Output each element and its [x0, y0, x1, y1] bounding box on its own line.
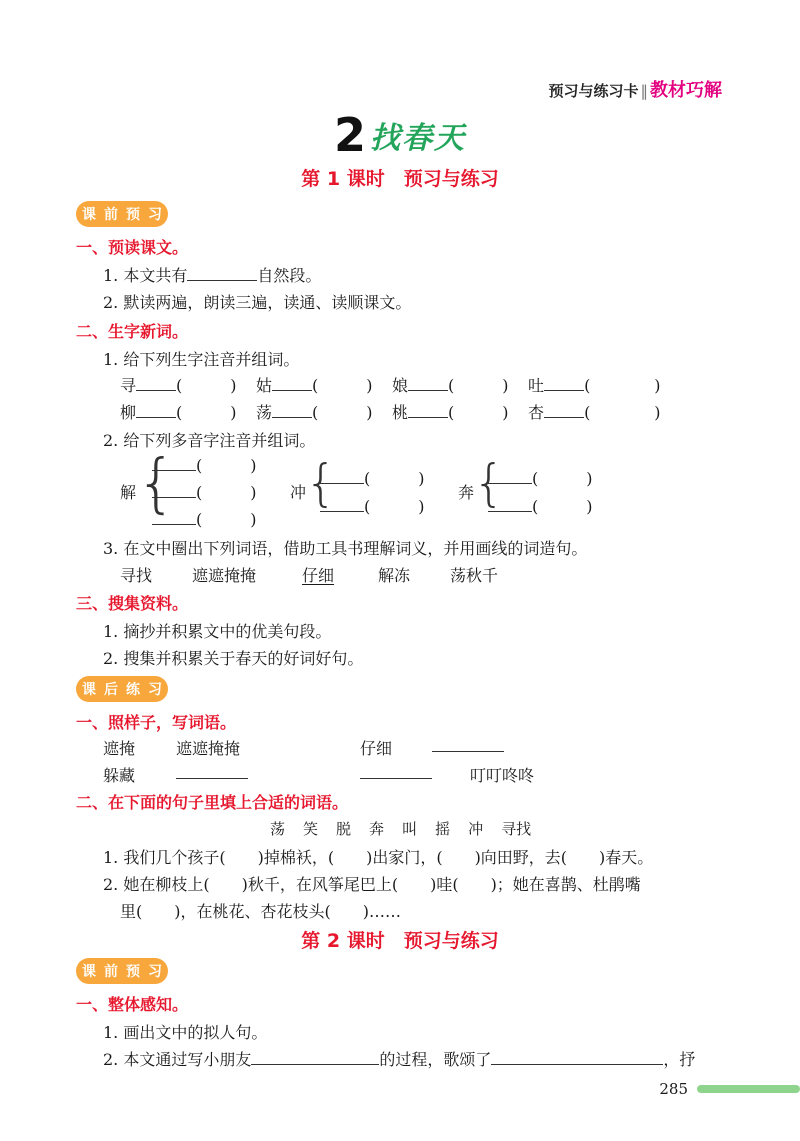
fill-sentence: 1. 我们几个孩子( )掉棉袄，( )出家门，( )向田野，去( )春天。	[103, 848, 654, 867]
pinyin-blank[interactable]	[544, 376, 584, 391]
question-item: 2. 搜集并积累关于春天的好词好句。	[103, 649, 364, 668]
item-text: 2. 本文通过写小朋友	[103, 1050, 252, 1069]
word-paren[interactable]: ( )	[584, 376, 661, 395]
brace-icon: {	[473, 454, 505, 512]
badge-char: 习	[148, 207, 162, 223]
word-list	[120, 563, 498, 586]
char: 寻	[120, 376, 137, 395]
char: 桃	[392, 403, 409, 422]
bank-word: 叫	[402, 820, 418, 838]
page-accent-bar	[697, 1085, 800, 1093]
badge-char: 习	[148, 964, 162, 980]
word-example: 叮叮咚咚	[470, 766, 535, 785]
bank-word: 笑	[303, 820, 319, 838]
badge-char: 预	[126, 207, 140, 223]
pinyin-blank[interactable]	[136, 403, 176, 418]
question-item	[103, 1047, 695, 1070]
word-example: 躲藏	[103, 766, 136, 785]
period-1-heading: 第 1 课时 预习与练习	[301, 168, 499, 190]
word-paren[interactable]: ( )	[532, 469, 593, 488]
bank-word: 冲	[468, 820, 484, 838]
answer-blank[interactable]	[432, 737, 504, 756]
answer-blank[interactable]	[187, 266, 257, 281]
char: 姑	[256, 376, 273, 395]
brace-icon: {	[136, 447, 177, 521]
poly-entry	[152, 453, 257, 476]
word: 荡秋千	[450, 566, 499, 585]
bank-word: 摇	[435, 820, 451, 838]
word-bank	[270, 818, 549, 839]
question-item: 1. 画出文中的拟人句。	[103, 1023, 268, 1042]
poly-entry	[488, 494, 593, 517]
poly-entry	[152, 507, 257, 530]
pinyin-blank[interactable]	[136, 376, 176, 391]
section-title: 一、照样子，写词语。	[76, 713, 237, 732]
bank-word: 寻找	[501, 820, 532, 838]
brace-icon: {	[305, 454, 337, 512]
word-paren[interactable]: ( )	[532, 497, 593, 516]
word-paren[interactable]: ( )	[196, 456, 257, 475]
pinyin-blank[interactable]	[272, 376, 312, 391]
badge-char: 课	[82, 964, 96, 980]
pinyin-blank[interactable]	[320, 497, 364, 512]
word-paren[interactable]: ( )	[364, 497, 425, 516]
word-paren[interactable]: ( )	[196, 510, 257, 529]
poly-char: 解	[120, 483, 137, 502]
lesson-number: 2	[333, 108, 366, 162]
poly-entry	[320, 466, 425, 489]
pinyin-blank[interactable]	[408, 403, 448, 418]
char-row	[120, 400, 664, 423]
char: 荡	[256, 403, 273, 422]
char: 柳	[120, 403, 137, 422]
pinyin-blank[interactable]	[544, 403, 584, 418]
badge-char: 练	[126, 682, 140, 698]
badge-char: 课	[82, 207, 96, 223]
poly-char: 冲	[290, 483, 307, 502]
period-2-heading: 第 2 课时 预习与练习	[301, 930, 499, 952]
word-paren[interactable]: ( )	[312, 376, 373, 395]
word-paren[interactable]: ( )	[312, 403, 373, 422]
word-paren[interactable]: ( )	[176, 376, 237, 395]
poly-entry	[152, 480, 257, 503]
section-title: 二、生字新词。	[76, 322, 189, 341]
pinyin-blank[interactable]	[272, 403, 312, 418]
bank-word: 奔	[369, 820, 385, 838]
series-label: 预习与练习卡	[548, 82, 639, 100]
question-item: 1. 给下列生字注音并组词。	[103, 350, 300, 369]
section-title: 二、在下面的句子里填上合适的词语。	[76, 793, 349, 812]
pinyin-blank[interactable]	[152, 456, 196, 471]
bank-word: 荡	[270, 820, 286, 838]
page-number: 285	[659, 1080, 688, 1098]
pinyin-blank[interactable]	[152, 510, 196, 525]
answer-blank[interactable]	[176, 764, 248, 783]
poly-entry	[488, 466, 593, 489]
pinyin-blank[interactable]	[488, 497, 532, 512]
fill-sentence: 里( )，在桃花、杏花枝头( )……	[120, 902, 401, 921]
answer-blank[interactable]	[360, 764, 432, 783]
word: 寻找	[120, 566, 153, 585]
badge-char: 预	[126, 964, 140, 980]
question-item: 2. 默读两遍，朗读三遍，读通、读顺课文。	[103, 293, 412, 312]
post-practice-badge	[76, 676, 168, 702]
pinyin-blank[interactable]	[488, 469, 532, 484]
word-paren[interactable]: ( )	[364, 469, 425, 488]
section-title: 一、预读课文。	[76, 238, 189, 257]
question-item: 3. 在文中圈出下列词语，借助工具书理解词义，并用画线的词造句。	[103, 539, 588, 558]
item-text: 的过程，歌颂了	[379, 1050, 492, 1069]
word-paren[interactable]: ( )	[176, 403, 237, 422]
lesson-name: 找春天	[370, 121, 466, 156]
word-paren[interactable]: ( )	[448, 403, 509, 422]
pinyin-blank[interactable]	[152, 483, 196, 498]
pre-study-badge	[76, 958, 168, 984]
fill-sentence: 2. 她在柳枝上( )秋千，在风筝尾巴上( )哇( )；她在喜鹊、杜鹃嘴	[103, 875, 641, 894]
char: 吐	[528, 376, 545, 395]
badge-char: 前	[104, 964, 118, 980]
item-text: ，抒	[663, 1050, 696, 1069]
answer-blank[interactable]	[491, 1050, 663, 1065]
item-text: 自然段。	[257, 266, 322, 285]
word-paren[interactable]: ( )	[196, 483, 257, 502]
badge-char: 前	[104, 207, 118, 223]
header-divider: ‖	[640, 82, 648, 100]
pre-study-badge	[76, 201, 168, 227]
word-example: 遮遮掩掩	[176, 739, 241, 758]
char: 娘	[392, 376, 409, 395]
word-paren[interactable]: ( )	[584, 403, 661, 422]
word: 遮遮掩掩	[192, 566, 257, 585]
question-item	[103, 263, 321, 286]
bank-word: 脱	[336, 820, 352, 838]
pinyin-blank[interactable]	[320, 469, 364, 484]
word: 解冻	[378, 566, 411, 585]
question-item: 1. 摘抄并积累文中的优美句段。	[103, 622, 332, 641]
word-example: 仔细	[360, 739, 393, 758]
running-header	[548, 76, 722, 102]
word-underlined: 仔细	[302, 566, 335, 585]
poly-entry	[320, 494, 425, 517]
answer-blank[interactable]	[251, 1050, 379, 1065]
item-text: 1. 本文共有	[103, 266, 188, 285]
lesson-title	[0, 108, 800, 162]
badge-char: 后	[104, 682, 118, 698]
word-example: 遮掩	[103, 739, 136, 758]
badge-char: 课	[82, 682, 96, 698]
word-paren[interactable]: ( )	[448, 376, 509, 395]
char: 杏	[528, 403, 545, 422]
poly-char: 奔	[458, 483, 475, 502]
question-item: 2. 给下列多音字注音并组词。	[103, 431, 316, 450]
badge-char: 习	[148, 682, 162, 698]
pinyin-blank[interactable]	[408, 376, 448, 391]
section-title: 三、搜集资料。	[76, 594, 189, 613]
char-row	[120, 373, 664, 396]
brand-label: 教材巧解	[650, 80, 722, 101]
section-title: 一、整体感知。	[76, 995, 189, 1014]
